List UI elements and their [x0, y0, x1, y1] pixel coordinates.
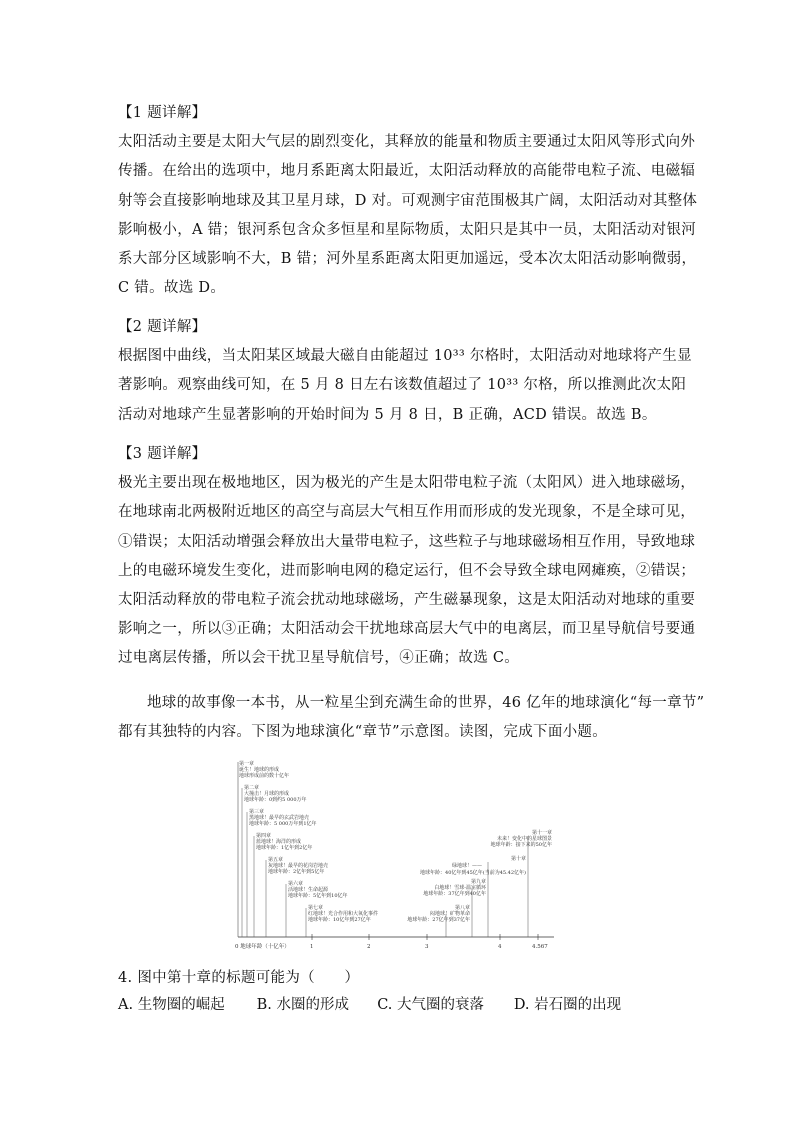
earth-evolution-figure [232, 756, 562, 954]
svg-text:地球年龄：37亿年到40亿年: 地球年龄：37亿年到40亿年 [423, 891, 486, 897]
svg-text:地球年龄：接下来的50亿年: 地球年龄：接下来的50亿年 [490, 842, 552, 848]
q1-line: 太阳活动主要是太阳大气层的剧烈变化，其释放的能量和物质主要通过太阳风等形式向外 [118, 134, 696, 151]
q4-stem: 4. 图中第十章的标题可能为（ ） [118, 970, 360, 986]
chapter-1-label [239, 760, 289, 779]
q4-options [118, 993, 678, 1014]
q3-line: 上的电磁环境发生变化，进而影响电网的稳定运行，但不会导致全球电网瘫痪，②错误； [118, 562, 696, 579]
q3-heading: 【3 题详解】 [118, 446, 207, 462]
tick-label: 4.567 [532, 944, 548, 950]
svg-text:灰地球！最早的花岗岩地壳: 灰地球！最早的花岗岩地壳 [268, 863, 329, 869]
chapter-4-label [256, 832, 312, 851]
tick-label: 4 [498, 944, 502, 950]
q1-heading: 【1 题详解】 [118, 105, 207, 121]
q3-line: 太阳活动释放的带电粒子流会扰动地球磁场，产生磁暴现象，这是太阳活动对地球的重要 [118, 592, 696, 609]
q1-line: 射等会直接影响地球及其卫星月球，D 对。可观测宇宙范围极其广阔，太阳活动对其整体 [118, 192, 698, 209]
svg-text:第五章: 第五章 [268, 857, 284, 863]
svg-text:第二章: 第二章 [244, 785, 260, 791]
q3-line: 影响之一，所以③正确；太阳活动会干扰地球高层大气中的电离层，而卫星导航信号要通 [118, 621, 696, 638]
q3-line: 极光主要出现在极地地区，因为极光的产生是太阳带电粒子流（太阳风）进入地球磁场， [118, 475, 696, 492]
axis-label: 0 地球年龄（十亿年） [235, 944, 290, 950]
q2-heading: 【2 题详解】 [118, 319, 207, 335]
svg-text:大撞击！月球的形成: 大撞击！月球的形成 [244, 791, 290, 797]
intro-line: 地球的故事像一本书，从一粒星尘到充满生命的世界，46 亿年的地球演化“每一章节” [147, 695, 705, 711]
option-c[interactable]: C. 大气圈的衰落 [377, 997, 485, 1013]
chapter-10-label [420, 855, 526, 876]
svg-text:活地球！生命起源: 活地球！生命起源 [288, 887, 329, 893]
svg-text:第九章: 第九章 [470, 879, 486, 885]
question-4 [118, 964, 678, 993]
q1-line: C 错。故选 D。 [118, 280, 226, 297]
q2-line: 根据图中曲线，当太阳某区域最大磁自由能超过 10³³ 尔格时，太阳活动对地球将产生显 [118, 348, 692, 365]
q1-line: 系大部分区域影响不大，B 错；河外星系距离太阳更加遥远，受本次太阳活动影响微弱， [118, 251, 697, 268]
intro-paragraph [118, 689, 705, 747]
chapter-7-label [308, 904, 378, 923]
svg-text:第六章: 第六章 [288, 881, 304, 887]
svg-text:地球年龄：0到约5 000万年: 地球年龄：0到约5 000万年 [244, 797, 307, 803]
option-b[interactable]: B. 水圈的形成 [256, 997, 349, 1013]
chapter-3-label [249, 808, 317, 827]
svg-text:地球年龄：10亿年到27亿年: 地球年龄：10亿年到27亿年 [308, 917, 371, 923]
svg-text:未来！变化中的星球图景: 未来！变化中的星球图景 [496, 836, 552, 842]
tick-label: 3 [425, 944, 429, 950]
intro-line: 都有其独特的内容。下图为地球演化“章节”示意图。读图，完成下面小题。 [118, 724, 608, 741]
svg-text:第一章: 第一章 [239, 761, 255, 767]
svg-text:地球年龄：27亿年到37亿年: 地球年龄：27亿年到37亿年 [407, 917, 470, 923]
chapter-8-label [407, 904, 470, 923]
q2-line: 活动对地球产生显著影响的开始时间为 5 月 8 日，B 正确，ACD 错误。故选 B。 [118, 406, 657, 423]
svg-text:闷地球！矿物革命: 闷地球！矿物革命 [429, 911, 470, 917]
q2-line: 著影响。观察曲线可知，在 5 月 8 日左右该数值超过了 10³³ 尔格，所以推测此次太阳 [118, 377, 687, 394]
svg-text:黑地球！最早的玄武岩地壳: 黑地球！最早的玄武岩地壳 [249, 815, 310, 821]
tick-label: 1 [310, 944, 314, 950]
svg-text:蓝地球！海洋的形成: 蓝地球！海洋的形成 [256, 839, 302, 845]
svg-text:第十章: 第十章 [510, 856, 526, 862]
svg-text:地球年龄：1亿年到2亿年: 地球年龄：1亿年到2亿年 [256, 845, 313, 851]
svg-text:地球年龄：2亿年到5亿年: 地球年龄：2亿年到5亿年 [268, 869, 325, 875]
q1-line: 影响极小，A 错；银河系包含众多恒星和星际物质，太阳只是其中一员，太阳活动对银河 [118, 221, 697, 238]
svg-text:诞生！地球的形成: 诞生！地球的形成 [239, 767, 280, 773]
chapter-9-label [423, 878, 487, 897]
chapter-2-label [244, 784, 307, 803]
option-a[interactable]: A. 生物圈的崛起 [118, 997, 225, 1013]
svg-text:地球年龄：40亿年到45亿年(当前为45.42亿年): 地球年龄：40亿年到45亿年(当前为45.42亿年) [420, 870, 526, 876]
q2-explanation [118, 313, 692, 430]
q3-line: 在地球南北两极附近地区的高空与高层大气相互作用而形成的发光现象，不是全球可见， [118, 504, 696, 521]
q1-line: 传播。在给出的选项中，地月系距离太阳最近，太阳活动释放的高能带电粒子流、电磁辐 [118, 163, 696, 180]
svg-text:白地球！雪球-温室循环: 白地球！雪球-温室循环 [434, 885, 486, 891]
chapter-5-label [268, 856, 328, 875]
q3-line: ①错误；太阳活动增强会释放出大量带电粒子，这些粒子与地球磁场相互作用，导致地球 [118, 533, 696, 550]
svg-text:第三章: 第三章 [249, 809, 265, 815]
q3-explanation [118, 440, 696, 674]
svg-text:绿地球！——: 绿地球！—— [451, 863, 482, 869]
option-d[interactable]: D. 岩石圈的出现 [513, 997, 622, 1013]
tick-label: 2 [367, 944, 371, 950]
q3-line: 过电离层传播，所以会干扰卫星导航信号，④正确；故选 C。 [118, 650, 520, 667]
svg-text:地球年龄：5亿年到10亿年: 地球年龄：5亿年到10亿年 [288, 893, 348, 899]
q1-explanation [118, 99, 698, 303]
svg-text:第八章: 第八章 [454, 905, 470, 911]
chapter-6-label [288, 880, 348, 899]
svg-text:第七章: 第七章 [308, 905, 324, 911]
svg-text:第四章: 第四章 [256, 833, 272, 839]
svg-text:红地球！光合作用和大氧化事件: 红地球！光合作用和大氧化事件 [308, 911, 379, 917]
svg-text:第十一章: 第十一章 [531, 830, 552, 836]
svg-text:地球形成前的数十亿年: 地球形成前的数十亿年 [239, 773, 290, 779]
chapter-11-label [491, 829, 552, 848]
svg-text:地球年龄：5 000万年到1亿年: 地球年龄：5 000万年到1亿年 [249, 821, 317, 827]
